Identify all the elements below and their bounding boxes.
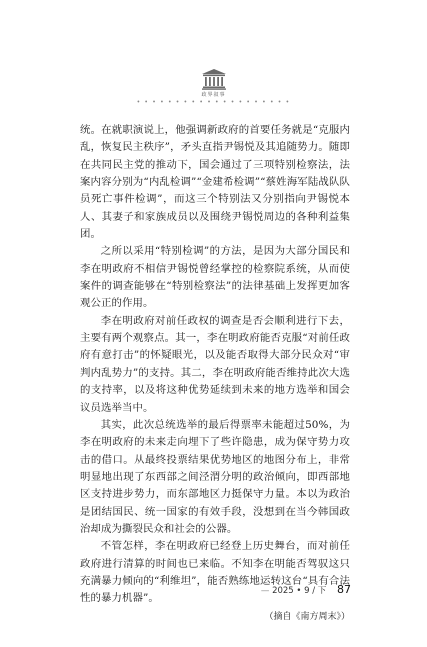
- building-logo-icon: [201, 68, 227, 90]
- article-paragraph: 李在明政府对前任政权的调查是否会顺利进行下去，主要有两个观察点。其一，李在明政府能否克服“对前任政府有意打击”的怀疑眼光，以及能否取得大部分民众对“审判内乱势力”的支持。其二，李在明政府能否维持此次大选的支持率，以及将这种优势延续到未来的地方选举和国会议员选举当中。: [80, 314, 350, 414]
- issue-label: 2025 • 9 / 下: [272, 586, 327, 596]
- article-paragraph: 不管怎样，李在明政府已经登上历史舞台，而对前任政府进行清算的时间也已来临。不知李在明能否驾驭这只充满暴力倾向的“利维坦”，能否熟练地运转这台“具有合法性的暴力机器”。: [80, 540, 350, 605]
- page-header: [0, 68, 427, 106]
- article-source: （摘自《南方周末》）: [264, 611, 350, 622]
- footer-dash: —: [260, 586, 270, 596]
- page-footer: [261, 584, 351, 597]
- article-paragraph: 其实，此次总统选举的最后得票率未能超过50%，为李在明政府的未来走向埋下了些许隐患，成为保守势力攻击的借口。从最终投票结果优势地区的地图分布上，非常明显地出现了东西部之间泾渭分明的政治倾向，即西部地区支持进步势力，而东部地区力挺保守力量。本以为政治是团结国民、统一国家的有效手段，没想到在当今韩国政治却成为撕裂民众和社会的公器。: [80, 418, 350, 535]
- article-paragraph: 统。在就职演说上，他强调新政府的首要任务就是“克服内乱，恢复民主秩序”，矛头直指尹锡悦及其追随势力。随即在共同民主党的推动下，国会通过了三项特别检察法，法案内容分别为“内乱检调”“金建希检调”“蔡姓海军陆战队队员死亡事件检调”，而这三个特别法又分别指向尹锡悦本人、其妻子和家族成员以及围绕尹锡悦周边的各种利益集团。: [80, 124, 350, 241]
- header-dotted-separator: • • • • • • • • • • • • • • • • • • • •: [136, 99, 291, 106]
- article-body: [80, 122, 350, 626]
- article-paragraph: 之所以采用“特别检调”的方法，是因为大部分国民和李在明政府不相信尹锡悦曾经掌控的检察院系统，从而使案件的调查能够在“特别检察法”的法律基础上发挥更加客观公正的作用。: [80, 245, 350, 310]
- section-title: 政界叙事: [201, 92, 226, 98]
- page-number: 87: [337, 583, 351, 596]
